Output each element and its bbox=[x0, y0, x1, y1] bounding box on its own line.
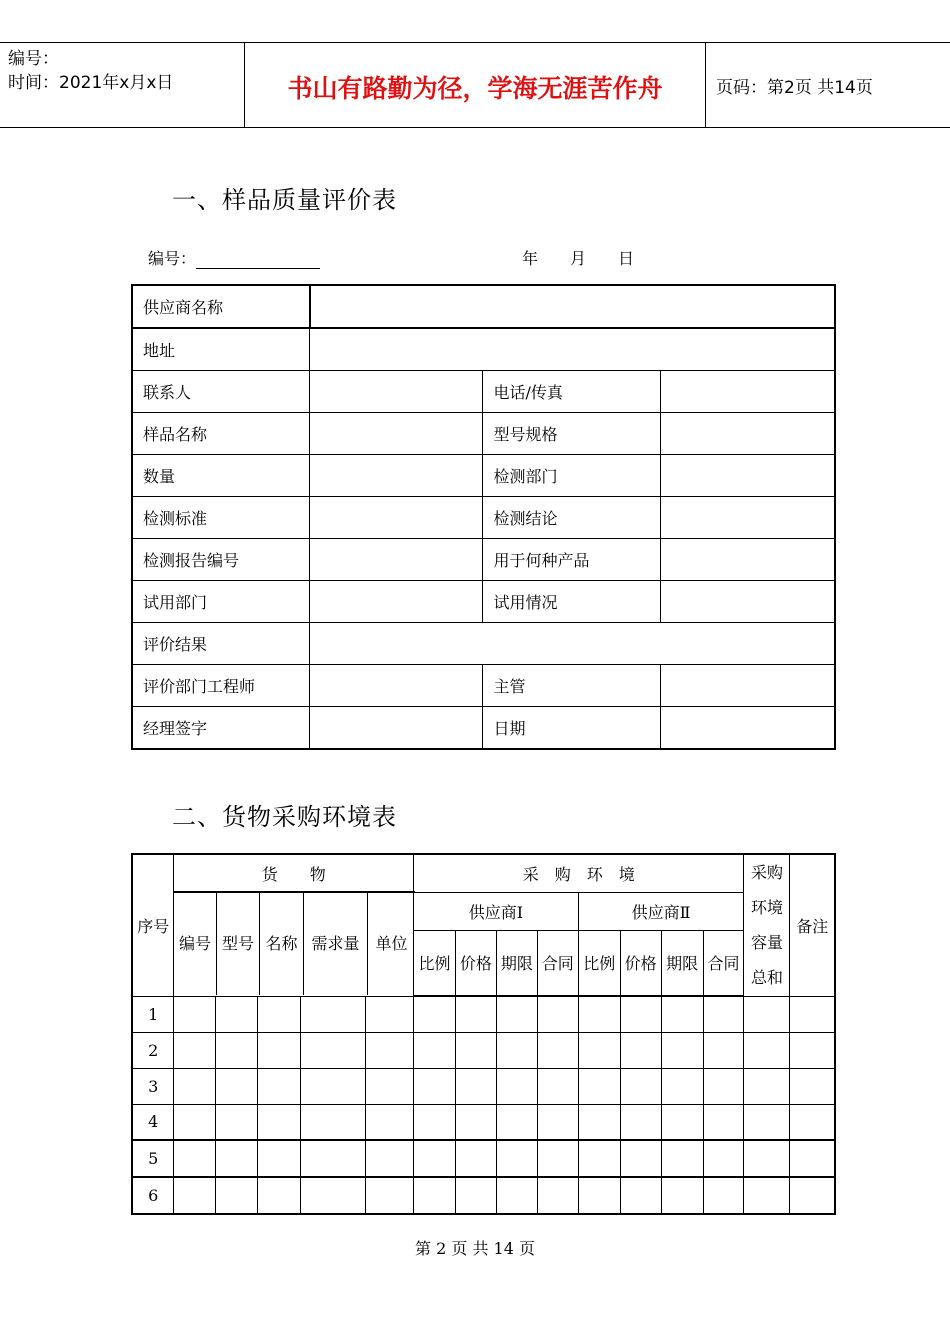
procurement-environment-table bbox=[131, 853, 836, 1215]
row-label-2: 型号规格 bbox=[483, 413, 661, 455]
empty-cell[interactable] bbox=[578, 1140, 620, 1177]
empty-cell[interactable] bbox=[366, 1104, 414, 1140]
table-row bbox=[132, 539, 835, 581]
row-label-2: 试用情况 bbox=[483, 581, 661, 623]
table-row bbox=[132, 1068, 835, 1104]
total-header-line: 采购 bbox=[750, 863, 783, 883]
supplier1-col-contract: 合同 bbox=[537, 930, 578, 996]
empty-cell[interactable] bbox=[174, 1140, 216, 1177]
empty-cell[interactable] bbox=[258, 1104, 301, 1140]
empty-cell[interactable] bbox=[216, 1032, 258, 1068]
empty-cell[interactable] bbox=[578, 1177, 620, 1214]
table-row bbox=[132, 413, 835, 455]
row-label-2: 电话/传真 bbox=[483, 371, 661, 413]
empty-cell[interactable] bbox=[174, 996, 216, 1032]
empty-cell[interactable] bbox=[537, 1177, 578, 1214]
supplier2-header: 供应商Ⅱ bbox=[578, 892, 744, 930]
empty-cell[interactable] bbox=[578, 1068, 620, 1104]
value-cell[interactable] bbox=[310, 539, 483, 581]
empty-cell[interactable] bbox=[744, 1177, 790, 1214]
row-label: 供应商名称 bbox=[132, 285, 310, 328]
empty-cell[interactable] bbox=[578, 1104, 620, 1140]
row-label: 样品名称 bbox=[132, 413, 310, 455]
value-cell[interactable] bbox=[661, 455, 835, 497]
page-footer: 第 2 页 共 14 页 bbox=[415, 1239, 535, 1258]
goods-subheader-area bbox=[174, 892, 414, 996]
empty-cell[interactable] bbox=[258, 1032, 301, 1068]
empty-cell[interactable] bbox=[455, 1032, 496, 1068]
empty-cell[interactable] bbox=[661, 1032, 703, 1068]
empty-cell[interactable] bbox=[301, 996, 366, 1032]
header-time-label: 时间：2021年x月x日 bbox=[8, 73, 174, 93]
goods-col-number: 编号 bbox=[178, 934, 211, 953]
value-cell[interactable] bbox=[310, 413, 483, 455]
section1-number-blank[interactable] bbox=[196, 250, 320, 269]
seq-header: 序号 bbox=[132, 854, 174, 996]
table-row bbox=[132, 455, 835, 497]
value-cell[interactable] bbox=[310, 371, 483, 413]
table-row bbox=[132, 996, 835, 1032]
value-cell[interactable] bbox=[661, 665, 835, 707]
goods-col-demand: 需求量 bbox=[311, 934, 360, 953]
header-meta bbox=[8, 47, 173, 95]
empty-cell[interactable] bbox=[790, 1032, 835, 1068]
empty-cell[interactable] bbox=[661, 1104, 703, 1140]
empty-cell[interactable] bbox=[661, 1140, 703, 1177]
supplier1-col-ratio: 比例 bbox=[413, 930, 455, 996]
row-label-2: 主管 bbox=[483, 665, 661, 707]
value-cell[interactable] bbox=[310, 285, 835, 328]
value-cell[interactable] bbox=[310, 707, 483, 750]
empty-cell[interactable] bbox=[301, 1068, 366, 1104]
table-row bbox=[132, 285, 835, 328]
empty-cell[interactable] bbox=[703, 1140, 744, 1177]
goods-col-name: 名称 bbox=[265, 934, 298, 953]
empty-cell[interactable] bbox=[258, 1140, 301, 1177]
table-row bbox=[132, 1177, 835, 1214]
empty-cell[interactable] bbox=[537, 996, 578, 1032]
empty-cell[interactable] bbox=[496, 1068, 537, 1104]
row-label: 经理签字 bbox=[132, 707, 310, 750]
table-row bbox=[132, 371, 835, 413]
empty-cell[interactable] bbox=[620, 1068, 661, 1104]
empty-cell[interactable] bbox=[620, 1177, 661, 1214]
empty-cell[interactable] bbox=[496, 1140, 537, 1177]
sample-quality-table bbox=[131, 284, 836, 750]
empty-cell[interactable] bbox=[366, 1140, 414, 1177]
table-row bbox=[132, 707, 835, 750]
section1-number-field bbox=[148, 246, 320, 269]
value-cell[interactable] bbox=[661, 371, 835, 413]
total-header-line: 容量 bbox=[750, 933, 783, 953]
table-row bbox=[132, 623, 835, 665]
value-cell[interactable] bbox=[661, 707, 835, 750]
header-row bbox=[132, 892, 835, 930]
empty-cell[interactable] bbox=[620, 1140, 661, 1177]
empty-cell[interactable] bbox=[174, 1032, 216, 1068]
empty-cell[interactable] bbox=[455, 1140, 496, 1177]
row-label-2: 用于何种产品 bbox=[483, 539, 661, 581]
empty-cell[interactable] bbox=[537, 1140, 578, 1177]
row-label-2: 检测结论 bbox=[483, 497, 661, 539]
empty-cell[interactable] bbox=[301, 1032, 366, 1068]
empty-cell[interactable] bbox=[790, 996, 835, 1032]
empty-cell[interactable] bbox=[790, 1140, 835, 1177]
row-label-2: 检测部门 bbox=[483, 455, 661, 497]
empty-cell[interactable] bbox=[455, 1104, 496, 1140]
value-cell[interactable] bbox=[661, 539, 835, 581]
empty-cell[interactable] bbox=[578, 996, 620, 1032]
empty-cell[interactable] bbox=[703, 1068, 744, 1104]
row-number: 4 bbox=[132, 1104, 174, 1140]
empty-cell[interactable] bbox=[413, 996, 455, 1032]
value-cell[interactable] bbox=[310, 665, 483, 707]
empty-cell[interactable] bbox=[413, 1140, 455, 1177]
empty-cell[interactable] bbox=[744, 1068, 790, 1104]
value-cell[interactable] bbox=[310, 328, 835, 371]
empty-cell[interactable] bbox=[703, 996, 744, 1032]
empty-cell[interactable] bbox=[301, 1104, 366, 1140]
section2-title: 二、货物采购环境表 bbox=[172, 803, 397, 831]
header-row bbox=[132, 854, 835, 892]
supplier1-header: 供应商Ⅰ bbox=[413, 892, 578, 930]
empty-cell[interactable] bbox=[496, 1032, 537, 1068]
value-cell[interactable] bbox=[661, 581, 835, 623]
empty-cell[interactable] bbox=[301, 1177, 366, 1214]
value-cell[interactable] bbox=[310, 623, 835, 665]
remark-header: 备注 bbox=[790, 854, 835, 996]
table-row bbox=[132, 581, 835, 623]
empty-cell[interactable] bbox=[496, 1104, 537, 1140]
table-row bbox=[132, 497, 835, 539]
row-number: 2 bbox=[132, 1032, 174, 1068]
empty-cell[interactable] bbox=[216, 1104, 258, 1140]
supplier2-col-ratio: 比例 bbox=[578, 930, 620, 996]
section1-title: 一、样品质量评价表 bbox=[172, 186, 397, 214]
empty-cell[interactable] bbox=[455, 1177, 496, 1214]
header-motto: 书山有路勤为径，学海无涯苦作舟 bbox=[287, 74, 663, 103]
empty-cell[interactable] bbox=[366, 1032, 414, 1068]
empty-cell[interactable] bbox=[216, 1068, 258, 1104]
goods-header: 货 物 bbox=[174, 854, 414, 892]
supplier2-col-term: 期限 bbox=[661, 930, 703, 996]
row-number: 6 bbox=[132, 1177, 174, 1214]
empty-cell[interactable] bbox=[496, 1177, 537, 1214]
empty-cell[interactable] bbox=[744, 996, 790, 1032]
empty-cell[interactable] bbox=[744, 1104, 790, 1140]
empty-cell[interactable] bbox=[790, 1177, 835, 1214]
empty-cell[interactable] bbox=[258, 1068, 301, 1104]
section1-date-label: 年 月 日 bbox=[522, 249, 635, 268]
empty-cell[interactable] bbox=[216, 1177, 258, 1214]
value-cell[interactable] bbox=[661, 413, 835, 455]
row-label-2: 日期 bbox=[483, 707, 661, 750]
empty-cell[interactable] bbox=[661, 1177, 703, 1214]
empty-cell[interactable] bbox=[174, 1104, 216, 1140]
empty-cell[interactable] bbox=[620, 996, 661, 1032]
row-number: 1 bbox=[132, 996, 174, 1032]
supplier2-col-contract: 合同 bbox=[703, 930, 744, 996]
empty-cell[interactable] bbox=[790, 1068, 835, 1104]
total-header-line: 环境 bbox=[750, 898, 783, 918]
empty-cell[interactable] bbox=[661, 996, 703, 1032]
empty-cell[interactable] bbox=[174, 1177, 216, 1214]
total-header bbox=[744, 854, 790, 996]
table-row bbox=[132, 1104, 835, 1140]
goods-col-unit: 单位 bbox=[375, 934, 408, 953]
empty-cell[interactable] bbox=[366, 1068, 414, 1104]
empty-cell[interactable] bbox=[537, 1068, 578, 1104]
empty-cell[interactable] bbox=[455, 1068, 496, 1104]
row-number: 5 bbox=[132, 1140, 174, 1177]
row-label: 联系人 bbox=[132, 371, 310, 413]
empty-cell[interactable] bbox=[496, 996, 537, 1032]
empty-cell[interactable] bbox=[366, 996, 414, 1032]
value-cell[interactable] bbox=[661, 497, 835, 539]
value-cell[interactable] bbox=[310, 497, 483, 539]
section1-number-label: 编号： bbox=[148, 249, 197, 268]
empty-cell[interactable] bbox=[413, 1068, 455, 1104]
empty-cell[interactable] bbox=[366, 1177, 414, 1214]
supplier1-col-price: 价格 bbox=[455, 930, 496, 996]
row-label: 检测报告编号 bbox=[132, 539, 310, 581]
env-header: 采 购 环 境 bbox=[413, 854, 744, 892]
supplier2-col-price: 价格 bbox=[620, 930, 661, 996]
empty-cell[interactable] bbox=[258, 996, 301, 1032]
row-label: 数量 bbox=[132, 455, 310, 497]
empty-cell[interactable] bbox=[790, 1104, 835, 1140]
row-label: 试用部门 bbox=[132, 581, 310, 623]
row-label: 评价结果 bbox=[132, 623, 310, 665]
table-row bbox=[132, 665, 835, 707]
row-label: 地址 bbox=[132, 328, 310, 371]
empty-cell[interactable] bbox=[744, 1032, 790, 1068]
empty-cell[interactable] bbox=[258, 1177, 301, 1214]
empty-cell[interactable] bbox=[216, 996, 258, 1032]
empty-cell[interactable] bbox=[537, 1104, 578, 1140]
total-header-line: 总和 bbox=[750, 968, 783, 988]
empty-cell[interactable] bbox=[301, 1140, 366, 1177]
empty-cell[interactable] bbox=[413, 1032, 455, 1068]
empty-cell[interactable] bbox=[216, 1140, 258, 1177]
empty-cell[interactable] bbox=[413, 1177, 455, 1214]
table-row bbox=[132, 1140, 835, 1177]
header-number-label: 编号： bbox=[8, 49, 59, 69]
value-cell[interactable] bbox=[310, 455, 483, 497]
goods-col-model: 型号 bbox=[221, 934, 254, 953]
empty-cell[interactable] bbox=[578, 1032, 620, 1068]
empty-cell[interactable] bbox=[661, 1068, 703, 1104]
empty-cell[interactable] bbox=[703, 1104, 744, 1140]
empty-cell[interactable] bbox=[703, 1177, 744, 1214]
header-divider bbox=[705, 43, 706, 127]
supplier1-col-term: 期限 bbox=[496, 930, 537, 996]
row-label: 检测标准 bbox=[132, 497, 310, 539]
empty-cell[interactable] bbox=[455, 996, 496, 1032]
page-header bbox=[0, 42, 950, 128]
empty-cell[interactable] bbox=[413, 1104, 455, 1140]
header-page-info: 页码：第2页 共14页 bbox=[716, 78, 873, 98]
empty-cell[interactable] bbox=[620, 1032, 661, 1068]
row-number: 3 bbox=[132, 1068, 174, 1104]
empty-cell[interactable] bbox=[703, 1032, 744, 1068]
table-row bbox=[132, 328, 835, 371]
empty-cell[interactable] bbox=[744, 1140, 790, 1177]
table-row bbox=[132, 1032, 835, 1068]
empty-cell[interactable] bbox=[620, 1104, 661, 1140]
empty-cell[interactable] bbox=[174, 1068, 216, 1104]
empty-cell[interactable] bbox=[537, 1032, 578, 1068]
value-cell[interactable] bbox=[310, 581, 483, 623]
row-label: 评价部门工程师 bbox=[132, 665, 310, 707]
